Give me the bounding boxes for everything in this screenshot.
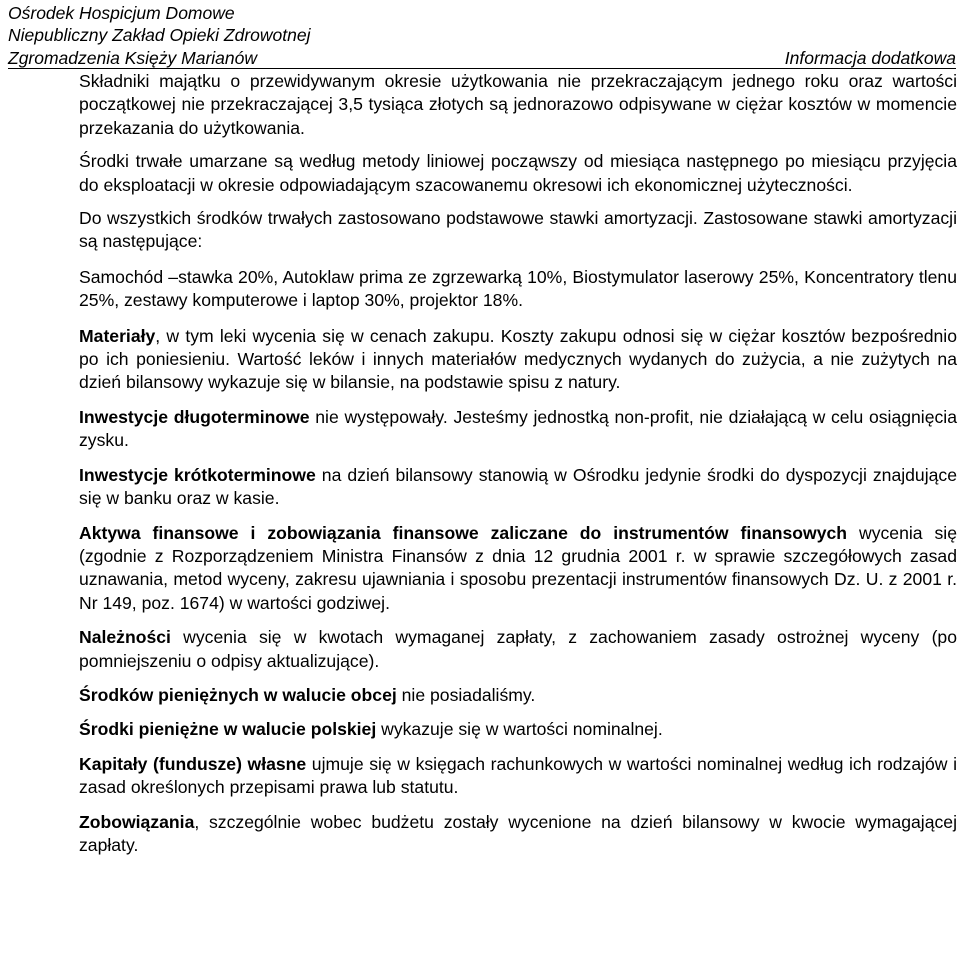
term-receivables: Należności (79, 627, 171, 648)
paragraph-short-term-investments-text: na dzień bilansowy stanowią w Ośrodku jedynie środki do dyspozycji znajdujące się w banku oraz w kasie. (79, 464, 957, 509)
paragraph-receivables-text: wycenia się w kwotach wymaganej zapłaty, z zachowaniem zasady ostrożnej wyceny (po pomniejszeniu o odpisy aktualizujące). (79, 627, 957, 671)
paragraph-depreciation-rates-intro: Do wszystkich środków trwałych zastosowano podstawowe stawki amortyzacji. Zastosowane stawki amortyzacji są następujące: (79, 208, 957, 252)
paragraph-short-term-investments (79, 464, 957, 511)
paragraph-long-term-investments-text: nie występowały. Jesteśmy jednostką non-profit, nie działającą w celu osiągnięcia zysku. (79, 406, 957, 451)
paragraph-depreciation-method: Środki trwałe umarzane są według metody liniowej począwszy od miesiąca następnego po miesiącu przyjęcia do eksploatacji w okresie odpowiadającym szacowanemu okresowi ich ekonomicznej użyteczności. (79, 151, 957, 195)
term-foreign-currency: Środków pieniężnych w walucie obcej (79, 684, 397, 705)
paragraph-long-term-investments (79, 406, 957, 453)
paragraph-foreign-currency (79, 684, 957, 707)
paragraph-equity-text: ujmuje się w księgach rachunkowych w wartości nominalnej według ich rodzajów i zasad określonych przepisami prawa lub statutu. (79, 753, 957, 798)
paragraph-materials (79, 325, 957, 395)
term-materials: Materiały (79, 325, 156, 346)
paragraph-financial-instruments (79, 522, 957, 616)
term-polish-currency: Środki pieniężne w walucie polskiej (79, 719, 377, 740)
paragraph-polish-currency (79, 718, 957, 741)
paragraph-liabilities (79, 811, 957, 858)
paragraph-foreign-currency-text: nie posiadaliśmy. (396, 684, 536, 705)
paragraph-liabilities-text: , szczególnie wobec budżetu zostały wycenione na dzień bilansowy w kwocie wymagającej zapłaty. (79, 811, 957, 855)
paragraph-financial-instruments-text: wycenia się (zgodnie z Rozporządzeniem Ministra Finansów z dnia 12 grudnia 2001 r. w sprawie szczegółowych zasad uznawania, metod wyceny, zakresu ujawniania i sposobu prezentacji instrumentów finansowych Dz. U. z 2001 r. Nr 149, poz. 1674) w wartości godziwej. (79, 522, 957, 613)
paragraph-depreciation-rates: Samochód –stawka 20%, Autoklaw prima ze zgrzewarką 10%, Biostymulator laserowy 25%, Koncentratory tlenu 25%, zestawy komputerowe i laptop 30%, projektor 18%. (79, 266, 957, 311)
header-divider (8, 68, 956, 69)
header-organization-type: Niepubliczny Zakład Opieki Zdrowotnej (8, 25, 311, 45)
term-short-term-investments: Inwestycje krótkoterminowe (79, 464, 316, 485)
paragraph-polish-currency-text: wykazuje się w wartości nominalnej. (376, 719, 663, 740)
term-liabilities: Zobowiązania (79, 811, 195, 832)
header-organization-name: Ośrodek Hospicjum Domowe (8, 3, 235, 23)
term-equity: Kapitały (fundusze) własne (79, 753, 307, 774)
document-body (79, 70, 957, 868)
header-congregation: Zgromadzenia Księży Marianów (8, 48, 257, 68)
paragraph-receivables (79, 626, 957, 673)
term-long-term-investments: Inwestycje długoterminowe (79, 406, 310, 427)
paragraph-low-value-assets: Składniki majątku o przewidywanym okresie użytkowania nie przekraczającym jednego roku oraz wartości początkowej nie przekraczającej 3,5 tysiąca złotych są jednorazowo odpisywane w ciężar kosztów w momencie przekazania do użytkowania. (79, 71, 957, 138)
paragraph-materials-text: , w tym leki wycenia się w cenach zakupu. Koszty zakupu odnosi się w ciężar kosztów bezpośrednio po ich poniesieniu. Wartość leków i innych materiałów medycznych wydanych do zużycia, a nie zużytych na dzień bilansowy wykazuje się w bilansie, na podstawie spisu z natury. (79, 325, 957, 393)
term-financial-instruments: Aktywa finansowe i zobowiązania finansowe zaliczane do instrumentów finansowych (79, 522, 848, 543)
paragraph-equity (79, 753, 957, 800)
header-section-title: Informacja dodatkowa (784, 48, 956, 68)
